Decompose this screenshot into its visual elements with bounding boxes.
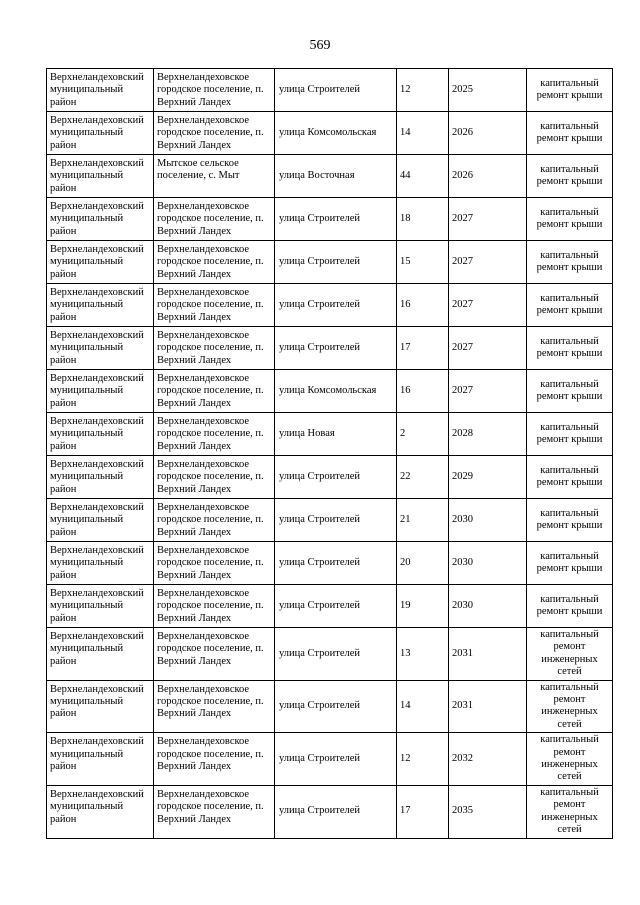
year-cell	[449, 284, 527, 327]
work-type-cell-text: капитальный ремонт крыши	[536, 206, 603, 230]
district-cell-text: Верхнеландеховский муниципальный район	[50, 330, 144, 366]
work-type-cell	[527, 499, 613, 542]
house-number-cell-text: 17	[400, 805, 411, 817]
street-cell-text: улица Строителей	[279, 470, 361, 482]
settlement-cell-text: Верхнеландеховское городское поселение, п. Верхний Ландех	[157, 459, 264, 495]
year-cell-text: 2027	[452, 384, 473, 396]
district-cell-text: Верхнеландеховский муниципальный район	[50, 588, 144, 624]
district-cell-text: Верхнеландеховский муниципальный район	[50, 736, 144, 773]
settlement-cell	[154, 628, 275, 681]
year-cell	[449, 585, 527, 628]
settlement-cell	[154, 456, 275, 499]
work-type-cell	[527, 456, 613, 499]
street-cell	[275, 413, 397, 456]
year-cell	[449, 155, 527, 198]
work-type-cell	[527, 542, 613, 585]
settlement-cell-text: Верхнеландеховское городское поселение, п. Верхний Ландех	[157, 788, 264, 825]
settlement-cell-text: Верхнеландеховское городское поселение, п. Верхний Ландех	[157, 72, 264, 108]
street-cell	[275, 733, 397, 786]
table-row	[47, 370, 613, 413]
street-cell-text: улица Строителей	[279, 513, 361, 525]
settlement-cell-text: Верхнеландеховское городское поселение, п. Верхний Ландех	[157, 631, 264, 667]
table-row	[47, 284, 613, 327]
district-cell-text: Верхнеландеховский муниципальный район	[50, 115, 144, 151]
house-number-cell	[397, 413, 449, 456]
table-row	[47, 499, 613, 542]
district-cell-text: Верхнеландеховский муниципальный район	[50, 631, 144, 667]
work-type-cell	[527, 680, 613, 733]
street-cell-text: улица Строителей	[279, 599, 361, 611]
year-cell-text: 2030	[452, 556, 473, 568]
year-cell	[449, 785, 527, 838]
year-cell-text: 2028	[452, 427, 473, 439]
settlement-cell	[154, 284, 275, 327]
street-cell	[275, 284, 397, 327]
settlement-cell	[154, 733, 275, 786]
settlement-cell-text: Мытское сельское поселение, с. Мыт	[157, 158, 240, 182]
year-cell	[449, 370, 527, 413]
year-cell-text: 2035	[452, 805, 473, 817]
house-number-cell	[397, 327, 449, 370]
work-type-cell	[527, 198, 613, 241]
settlement-cell-text: Верхнеландеховское городское поселение, п. Верхний Ландех	[157, 502, 264, 538]
year-cell-text: 2031	[452, 700, 473, 712]
district-cell	[47, 680, 154, 733]
district-cell-text: Верхнеландеховский муниципальный район	[50, 287, 144, 323]
street-cell	[275, 628, 397, 681]
district-cell	[47, 456, 154, 499]
street-cell	[275, 198, 397, 241]
house-number-cell-text: 16	[400, 298, 411, 310]
street-cell-text: улица Строителей	[279, 700, 361, 712]
year-cell-text: 2025	[452, 83, 473, 95]
year-cell-text: 2030	[452, 513, 473, 525]
year-cell	[449, 198, 527, 241]
district-cell	[47, 198, 154, 241]
district-cell-text: Верхнеландеховский муниципальный район	[50, 244, 144, 280]
district-cell-text: Верхнеландеховский муниципальный район	[50, 201, 144, 237]
street-cell-text: улица Строителей	[279, 298, 361, 310]
year-cell-text: 2026	[452, 126, 473, 138]
table-row	[47, 198, 613, 241]
house-number-cell-text: 20	[400, 556, 411, 568]
house-number-cell	[397, 155, 449, 198]
house-number-cell-text: 12	[400, 752, 411, 764]
work-type-cell-text: капитальный ремонт инженерных сетей	[540, 629, 599, 678]
table-row	[47, 785, 613, 838]
table-row	[47, 413, 613, 456]
house-number-cell-text: 13	[400, 647, 411, 659]
house-number-cell	[397, 112, 449, 155]
work-type-cell-text: капитальный ремонт крыши	[536, 77, 603, 101]
year-cell-text: 2027	[452, 255, 473, 267]
district-cell-text: Верхнеландеховский муниципальный район	[50, 502, 144, 538]
settlement-cell	[154, 785, 275, 838]
settlement-cell-text: Верхнеландеховское городское поселение, п. Верхний Ландех	[157, 244, 264, 280]
work-type-cell-text: капитальный ремонт крыши	[536, 292, 603, 316]
work-type-cell	[527, 155, 613, 198]
street-cell	[275, 69, 397, 112]
settlement-cell	[154, 241, 275, 284]
street-cell	[275, 327, 397, 370]
street-cell	[275, 585, 397, 628]
year-cell	[449, 456, 527, 499]
district-cell-text: Верхнеландеховский муниципальный район	[50, 545, 144, 581]
settlement-cell	[154, 542, 275, 585]
district-cell	[47, 542, 154, 585]
work-type-cell-text: капитальный ремонт инженерных сетей	[540, 681, 599, 730]
house-number-cell-text: 18	[400, 212, 411, 224]
repair-schedule-table	[46, 68, 613, 839]
year-cell	[449, 327, 527, 370]
settlement-cell-text: Верхнеландеховское городское поселение, п. Верхний Ландех	[157, 588, 264, 624]
work-type-cell	[527, 733, 613, 786]
district-cell	[47, 785, 154, 838]
house-number-cell	[397, 680, 449, 733]
page-number: 569	[309, 38, 331, 53]
year-cell	[449, 69, 527, 112]
street-cell-text: улица Комсомольская	[279, 384, 377, 396]
street-cell	[275, 456, 397, 499]
year-cell-text: 2031	[452, 647, 473, 659]
year-cell	[449, 680, 527, 733]
street-cell	[275, 680, 397, 733]
street-cell-text: улица Строителей	[279, 83, 361, 95]
table-row	[47, 327, 613, 370]
year-cell	[449, 733, 527, 786]
work-type-cell-text: капитальный ремонт крыши	[536, 335, 603, 359]
street-cell	[275, 155, 397, 198]
district-cell	[47, 155, 154, 198]
house-number-cell-text: 22	[400, 470, 411, 482]
district-cell-text: Верхнеландеховский муниципальный район	[50, 459, 144, 495]
work-type-cell	[527, 112, 613, 155]
district-cell-text: Верхнеландеховский муниципальный район	[50, 416, 144, 452]
work-type-cell	[527, 241, 613, 284]
district-cell	[47, 327, 154, 370]
street-cell	[275, 370, 397, 413]
district-cell	[47, 370, 154, 413]
settlement-cell	[154, 585, 275, 628]
house-number-cell	[397, 241, 449, 284]
street-cell-text: улица Строителей	[279, 647, 361, 659]
table-row	[47, 241, 613, 284]
settlement-cell	[154, 499, 275, 542]
table-row	[47, 585, 613, 628]
district-cell	[47, 112, 154, 155]
house-number-cell-text: 14	[400, 126, 411, 138]
house-number-cell-text: 17	[400, 341, 411, 353]
house-number-cell	[397, 785, 449, 838]
district-cell	[47, 499, 154, 542]
year-cell	[449, 499, 527, 542]
work-type-cell-text: капитальный ремонт крыши	[536, 593, 603, 617]
house-number-cell-text: 16	[400, 384, 411, 396]
settlement-cell-text: Верхнеландеховское городское поселение, п. Верхний Ландех	[157, 683, 264, 720]
house-number-cell-text: 14	[400, 700, 411, 712]
settlement-cell-text: Верхнеландеховское городское поселение, п. Верхний Ландех	[157, 201, 264, 237]
settlement-cell-text: Верхнеландеховское городское поселение, п. Верхний Ландех	[157, 287, 264, 323]
settlement-cell	[154, 112, 275, 155]
work-type-cell-text: капитальный ремонт крыши	[536, 378, 603, 402]
district-cell-text: Верхнеландеховский муниципальный район	[50, 158, 144, 194]
work-type-cell-text: капитальный ремонт крыши	[536, 421, 603, 445]
district-cell	[47, 284, 154, 327]
street-cell-text: улица Комсомольская	[279, 126, 377, 138]
street-cell	[275, 112, 397, 155]
settlement-cell	[154, 327, 275, 370]
house-number-cell	[397, 198, 449, 241]
table-row	[47, 680, 613, 733]
table-row	[47, 733, 613, 786]
work-type-cell-text: капитальный ремонт крыши	[536, 550, 603, 574]
district-cell	[47, 733, 154, 786]
house-number-cell-text: 44	[400, 169, 411, 181]
settlement-cell	[154, 680, 275, 733]
district-cell-text: Верхнеландеховский муниципальный район	[50, 72, 144, 108]
house-number-cell-text: 2	[400, 427, 406, 439]
settlement-cell-text: Верхнеландеховское городское поселение, п. Верхний Ландех	[157, 115, 264, 151]
work-type-cell	[527, 413, 613, 456]
year-cell-text: 2027	[452, 341, 473, 353]
work-type-cell	[527, 785, 613, 838]
table-row	[47, 69, 613, 112]
street-cell-text: улица Строителей	[279, 556, 361, 568]
work-type-cell-text: капитальный ремонт крыши	[536, 464, 603, 488]
settlement-cell	[154, 413, 275, 456]
work-type-cell	[527, 585, 613, 628]
district-cell	[47, 628, 154, 681]
table-row	[47, 112, 613, 155]
house-number-cell	[397, 499, 449, 542]
street-cell-text: улица Восточная	[279, 169, 355, 181]
settlement-cell	[154, 370, 275, 413]
year-cell-text: 2027	[452, 298, 473, 310]
house-number-cell	[397, 585, 449, 628]
work-type-cell-text: капитальный ремонт инженерных сетей	[540, 734, 599, 783]
work-type-cell	[527, 370, 613, 413]
street-cell	[275, 542, 397, 585]
work-type-cell-text: капитальный ремонт крыши	[536, 507, 603, 531]
house-number-cell-text: 15	[400, 255, 411, 267]
district-cell-text: Верхнеландеховский муниципальный район	[50, 788, 144, 825]
year-cell-text: 2026	[452, 169, 473, 181]
street-cell-text: улица Строителей	[279, 752, 361, 764]
year-cell-text: 2029	[452, 470, 473, 482]
house-number-cell	[397, 628, 449, 681]
work-type-cell-text: капитальный ремонт крыши	[536, 249, 603, 273]
district-cell	[47, 585, 154, 628]
house-number-cell-text: 19	[400, 599, 411, 611]
house-number-cell	[397, 456, 449, 499]
year-cell	[449, 241, 527, 284]
year-cell	[449, 112, 527, 155]
district-cell-text: Верхнеландеховский муниципальный район	[50, 373, 144, 409]
settlement-cell	[154, 69, 275, 112]
year-cell	[449, 542, 527, 585]
settlement-cell	[154, 198, 275, 241]
street-cell-text: улица Новая	[279, 427, 335, 439]
house-number-cell	[397, 69, 449, 112]
year-cell-text: 2030	[452, 599, 473, 611]
work-type-cell-text: капитальный ремонт крыши	[536, 163, 603, 187]
house-number-cell-text: 21	[400, 513, 411, 525]
year-cell	[449, 628, 527, 681]
district-cell	[47, 241, 154, 284]
street-cell	[275, 499, 397, 542]
house-number-cell	[397, 733, 449, 786]
work-type-cell	[527, 69, 613, 112]
work-type-cell-text: капитальный ремонт инженерных сетей	[540, 786, 599, 836]
street-cell	[275, 785, 397, 838]
house-number-cell-text: 12	[400, 83, 411, 95]
street-cell-text: улица Строителей	[279, 341, 361, 353]
table-row	[47, 456, 613, 499]
settlement-cell-text: Верхнеландеховское городское поселение, п. Верхний Ландех	[157, 373, 264, 409]
settlement-cell-text: Верхнеландеховское городское поселение, п. Верхний Ландех	[157, 416, 264, 452]
work-type-cell	[527, 628, 613, 681]
district-cell	[47, 413, 154, 456]
work-type-cell-text: капитальный ремонт крыши	[536, 120, 603, 144]
street-cell-text: улица Строителей	[279, 212, 361, 224]
table-row	[47, 628, 613, 681]
settlement-cell-text: Верхнеландеховское городское поселение, п. Верхний Ландех	[157, 736, 264, 773]
street-cell-text: улица Строителей	[279, 805, 361, 817]
street-cell-text: улица Строителей	[279, 255, 361, 267]
table-row	[47, 155, 613, 198]
house-number-cell	[397, 284, 449, 327]
table-row	[47, 542, 613, 585]
settlement-cell-text: Верхнеландеховское городское поселение, п. Верхний Ландех	[157, 545, 264, 581]
house-number-cell	[397, 370, 449, 413]
house-number-cell	[397, 542, 449, 585]
year-cell-text: 2032	[452, 752, 473, 764]
settlement-cell-text: Верхнеландеховское городское поселение, п. Верхний Ландех	[157, 330, 264, 366]
work-type-cell	[527, 327, 613, 370]
street-cell	[275, 241, 397, 284]
year-cell-text: 2027	[452, 212, 473, 224]
district-cell	[47, 69, 154, 112]
district-cell-text: Верхнеландеховский муниципальный район	[50, 683, 144, 720]
work-type-cell	[527, 284, 613, 327]
year-cell	[449, 413, 527, 456]
table-body	[47, 69, 613, 839]
settlement-cell	[154, 155, 275, 198]
